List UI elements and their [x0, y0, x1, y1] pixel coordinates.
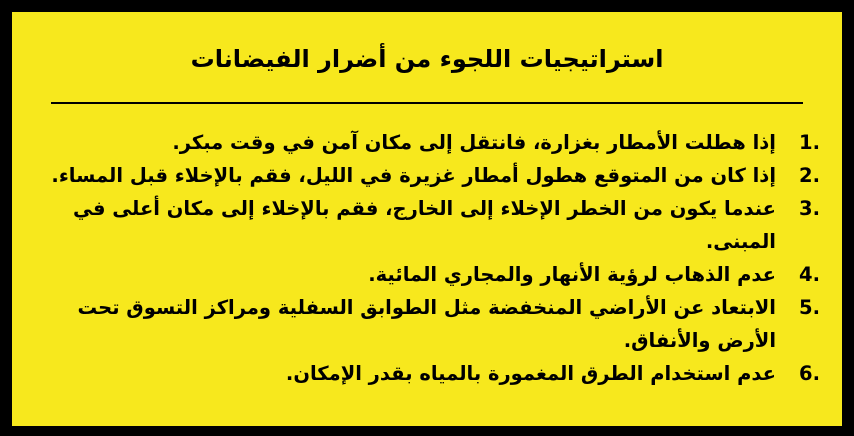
title-divider	[51, 102, 803, 104]
list-item	[30, 126, 820, 159]
list-item	[30, 192, 820, 258]
item-text: إذا هطلت الأمطار بغزارة، فانتقل إلى مكان آمن في وقت مبكر.	[172, 131, 776, 154]
strategy-list	[30, 126, 820, 390]
list-item	[30, 258, 820, 291]
list-item	[30, 291, 820, 357]
item-text: عندما يكون من الخطر الإخلاء إلى الخارج، فقم بالإخلاء إلى مكان أعلى في المبنى.	[73, 197, 776, 253]
page-title: استراتيجيات اللجوء من أضرار الفيضانات	[190, 45, 664, 73]
info-card	[5, 5, 849, 433]
list-item	[30, 357, 820, 390]
item-text: عدم استخدام الطرق المغمورة بالمياه بقدر الإمكان.	[285, 362, 776, 385]
item-number: 1.	[799, 131, 820, 154]
item-number: 4.	[799, 263, 820, 286]
item-text: إذا كان من المتوقع هطول أمطار غزيرة في الليل، فقم بالإخلاء قبل المساء.	[51, 164, 776, 187]
list-item	[30, 159, 820, 192]
item-number: 2.	[799, 164, 820, 187]
item-text: عدم الذهاب لرؤية الأنهار والمجاري المائية.	[368, 263, 776, 286]
item-text: الابتعاد عن الأراضي المنخفضة مثل الطوابق السفلية ومراكز التسوق تحت الأرض والأنفاق.	[77, 296, 776, 352]
item-number: 6.	[799, 362, 820, 385]
item-number: 3.	[799, 197, 820, 220]
item-number: 5.	[799, 296, 820, 319]
